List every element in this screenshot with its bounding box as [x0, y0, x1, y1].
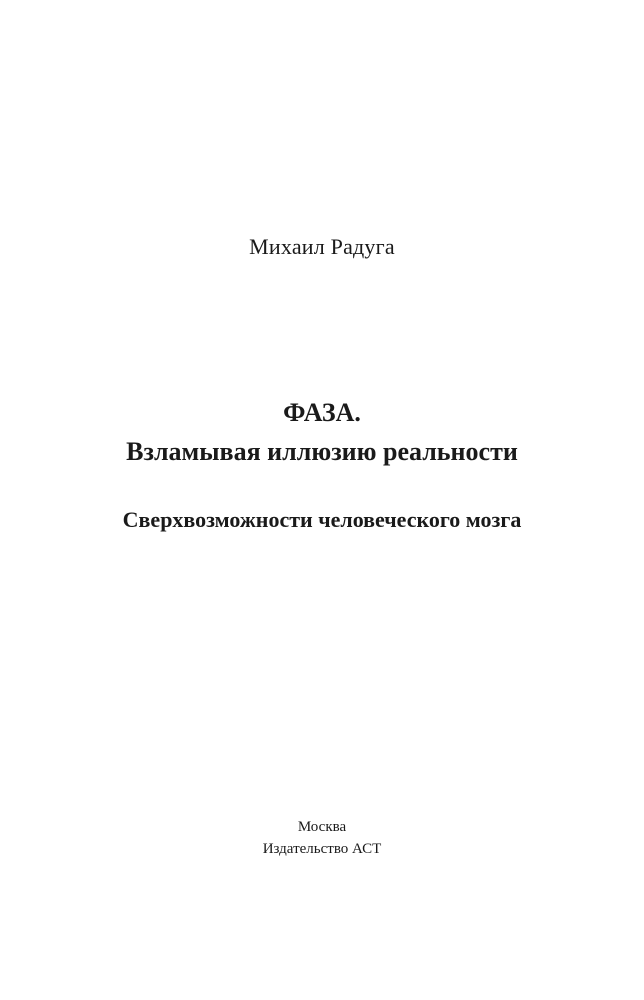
imprint-publisher: Издательство АСТ	[262, 841, 382, 857]
book-title-line-1: ФАЗА.	[283, 398, 361, 427]
book-subtitle: Сверхвозможности человеческого мозга	[122, 507, 522, 532]
book-title-line-2: Взламывая иллюзию реальности	[126, 437, 518, 466]
imprint-city: Москва	[297, 819, 347, 835]
author-name: Михаил Радуга	[249, 234, 395, 259]
